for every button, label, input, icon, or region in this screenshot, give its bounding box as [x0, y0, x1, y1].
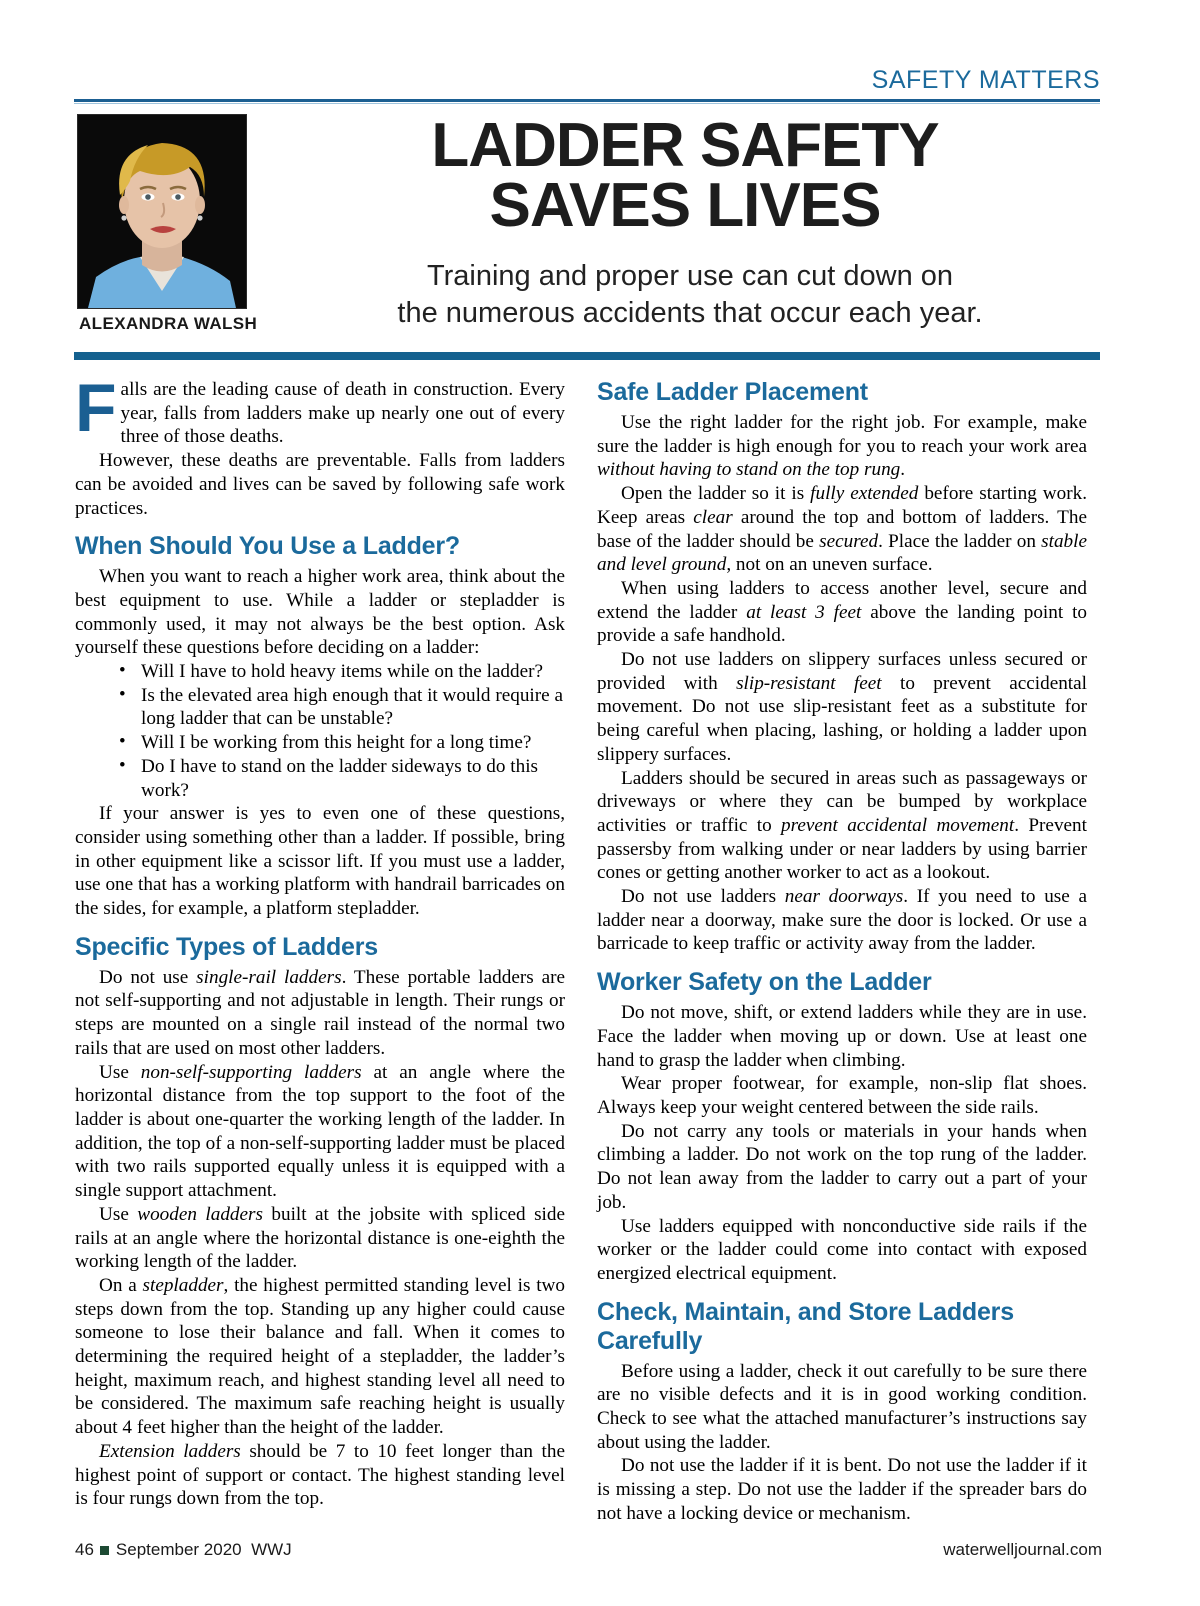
emphasis-term: single-rail ladders	[196, 966, 342, 988]
placement-paragraph-1	[597, 411, 1087, 482]
placement-paragraph-4	[597, 648, 1087, 767]
emphasis-term: slip-resistant feet	[736, 672, 882, 694]
text-run: above the landing point to provide a safe handhold.	[597, 601, 1088, 647]
kicker-label: SAFETY MATTERS	[871, 66, 1100, 94]
text-run: Use	[99, 1203, 138, 1225]
text-run: On a	[99, 1274, 143, 1296]
text-run: around the top and bottom of ladders. The base of the ladder should be	[597, 506, 1088, 552]
heading-check-maintain-store-ladders: Check, Maintain, and Store Ladders Carefully	[597, 1297, 1014, 1355]
text-run: Do not use ladders on slippery surfaces unless secured or provided with	[597, 649, 1087, 694]
question-list	[75, 660, 565, 802]
when-paragraph-2: If your answer is yes to even one of these questions, consider using something other than a ladder. If possible, bring in other equipment like a scissor lift. If you must use a ladder, use one that has a working platform with handrail barricades on the sides, for example, a platform stepladder.	[75, 803, 565, 920]
author-headshot	[77, 114, 247, 309]
headline-line-1: LADDER SAFETY	[431, 111, 939, 180]
headline-line-2: SAVES LIVES	[489, 171, 881, 241]
text-run: , not on an uneven surface.	[726, 554, 933, 576]
worker-paragraph-4: Use ladders equipped with nonconductive side rails if the worker or the ladder could come into contact with exposed energized electrical equipment.	[597, 1215, 1087, 1284]
text-run: When using ladders to access another level, secure and extend the ladder	[597, 577, 1087, 623]
text-run: to prevent accidental movement. Do not use slip-resistant feet as a substitute for being careful when placing, lashing, or holding a ladder upon slippery surfaces.	[597, 672, 1087, 765]
worker-paragraph-2: Wear proper footwear, for example, non-slip flat shoes. Always keep your weight centered between the side rails.	[597, 1073, 1087, 1118]
article-headline	[270, 111, 1100, 241]
text-run: . If you need to use a ladder near a doorway, make sure the door is locked. Or use a barricade to keep traffic or activity away from the ladder.	[597, 886, 1087, 955]
placement-paragraph-2	[597, 482, 1087, 577]
text-run: .	[900, 459, 906, 481]
text-run: Use	[99, 1061, 141, 1083]
emphasis-term: at least 3 feet	[746, 601, 862, 623]
page-number: 46	[75, 1540, 94, 1559]
worker-paragraph-3: Do not carry any tools or materials in your hands when climbing a ladder. Do not work on the top rung of the ladder. Do not lean away from the ladder to carry out a part of your job.	[597, 1120, 1087, 1213]
emphasis-term: fully extended	[810, 483, 919, 505]
header-rule-top	[74, 99, 1100, 102]
deck-line-2: the numerous accidents that occur each year.	[397, 297, 983, 330]
placement-paragraph-6	[597, 885, 1087, 956]
list-item: • Will I be working from this height for a long time?	[119, 731, 565, 755]
deck-line-1: Training and proper use can cut down on	[426, 260, 954, 292]
check-paragraph-1: Before using a ladder, check it out carefully to be sure there are no visible defects and it is in good working condition. Check to see what the attached manufacturer’s instructions say about using the ladder.	[597, 1360, 1087, 1453]
emphasis-term: stepladder	[142, 1274, 224, 1296]
body-column-right	[597, 378, 1087, 1526]
text-run: Ladders should be secured in areas such as passageways or driveways or where they can be bumped by workplace activities or traffic to	[597, 767, 1087, 836]
drop-cap: F	[75, 370, 117, 446]
specific-paragraph-5	[75, 1440, 565, 1511]
emphasis-term: Extension ladders	[99, 1440, 241, 1462]
heading-worker-safety-on-the-ladder: Worker Safety on the Ladder	[597, 968, 932, 997]
publication-abbrev: WWJ	[251, 1540, 292, 1559]
intro-paragraph-1: alls are the leading cause of death in construction. Every year, falls from ladders make up nearly one out of every three of those deaths.	[120, 379, 565, 448]
article-deck	[300, 258, 1080, 332]
text-run: at an angle where the horizontal distance from the top support to the foot of the ladder is about one-quarter the working length of the ladder. In addition, the top of a non-self-supporting ladder must be placed with two rails supported equally unless it is equipped with a single support attachment.	[75, 1061, 565, 1202]
list-item: • Do I have to stand on the ladder sideways to do this work?	[119, 755, 565, 802]
footer-left	[75, 1540, 292, 1560]
heading-specific-types-of-ladders: Specific Types of Ladders	[75, 932, 378, 961]
emphasis-term: stable and level ground	[597, 530, 1087, 576]
specific-paragraph-2	[75, 1061, 565, 1203]
author-byline: ALEXANDRA WALSH	[79, 314, 258, 333]
square-bullet-icon	[100, 1546, 109, 1555]
specific-paragraph-4	[75, 1274, 565, 1440]
specific-paragraph-3	[75, 1203, 565, 1274]
emphasis-term: prevent accidental movement	[781, 814, 1015, 836]
heading-safe-ladder-placement: Safe Ladder Placement	[597, 378, 868, 406]
emphasis-term: clear	[693, 506, 733, 528]
headshot-image	[78, 115, 246, 308]
text-run: before starting work. Keep areas	[597, 483, 1087, 528]
emphasis-term: non-self-supporting ladders	[140, 1061, 362, 1083]
check-paragraph-2: Do not use the ladder if it is bent. Do not use the ladder if it is missing a step. Do not use the ladder if the spreader bars do not have a locking device or mechanism.	[597, 1455, 1087, 1524]
text-run: . Place the ladder on	[878, 530, 1042, 552]
text-run: , the highest permitted standing level is two steps down from the top. Standing up any higher could cause someone to lose their balance and fall. When it comes to determining the required height of a stepladder, the ladder’s height, maximum reach, and highest standing level all need to be considered. The maximum safe reaching height is usually about 4 feet higher than the height of the ladder.	[75, 1274, 565, 1439]
text-run: should be 7 to 10 feet longer than the highest point of support or contact. The highest standing level is four rungs down from the top.	[75, 1440, 565, 1510]
emphasis-term: without having to stand on the top rung	[597, 459, 901, 481]
emphasis-term: wooden ladders	[137, 1203, 263, 1225]
worker-paragraph-1: Do not move, shift, or extend ladders while they are in use. Face the ladder when moving up or down. Use at least one hand to grasp the ladder when climbing.	[597, 1002, 1087, 1071]
when-paragraph-1: When you want to reach a higher work area, think about the best equipment to use. While a ladder or stepladder is commonly used, it may not always be the best option. Ask yourself these questions before deciding on a ladder:	[75, 566, 565, 659]
text-run: built at the jobsite with spliced side rails at an angle where the horizontal distance is one-eighth the working length of the ladder.	[75, 1203, 565, 1273]
text-run: Use the right ladder for the right job. For example, make sure the ladder is high enough for you to reach your work area	[597, 412, 1087, 457]
list-item: • Will I have to hold heavy items while on the ladder?	[119, 660, 565, 684]
text-run: Do not use	[99, 966, 197, 988]
body-column-left	[75, 370, 566, 1511]
text-run: Do not use ladders	[621, 886, 785, 908]
heading-when-should-you-use-a-ladder: When Should You Use a Ladder?	[75, 532, 460, 561]
placement-paragraph-3	[597, 577, 1087, 648]
header-rule-bottom	[74, 352, 1100, 360]
emphasis-term: secured	[819, 530, 879, 552]
header-rule-top-hairline	[74, 103, 1100, 104]
text-run: Open the ladder so it is	[621, 483, 811, 505]
footer-website: waterwelljournal.com	[943, 1540, 1102, 1559]
specific-paragraph-1	[75, 966, 565, 1061]
section-kicker	[74, 66, 1100, 95]
emphasis-term: near doorways	[784, 886, 904, 908]
intro-paragraph-2: However, these deaths are preventable. Falls from ladders can be avoided and lives can be saved by following safe work practices.	[75, 450, 565, 519]
text-run: . These portable ladders are not self-supporting and not adjustable in length. Their rungs or steps are mounted on a single rail instead of the normal two rails that are used on most other ladders.	[75, 966, 566, 1059]
text-run: . Prevent passersby from walking under or near ladders by using barrier cones or getting another worker to act as a lookout.	[597, 814, 1087, 884]
issue-date: September 2020	[115, 1540, 242, 1559]
intro-paragraph-block	[75, 370, 565, 449]
list-item: • Is the elevated area high enough that it would require a long ladder that can be unstable?	[119, 684, 565, 731]
placement-paragraph-5	[597, 767, 1087, 886]
